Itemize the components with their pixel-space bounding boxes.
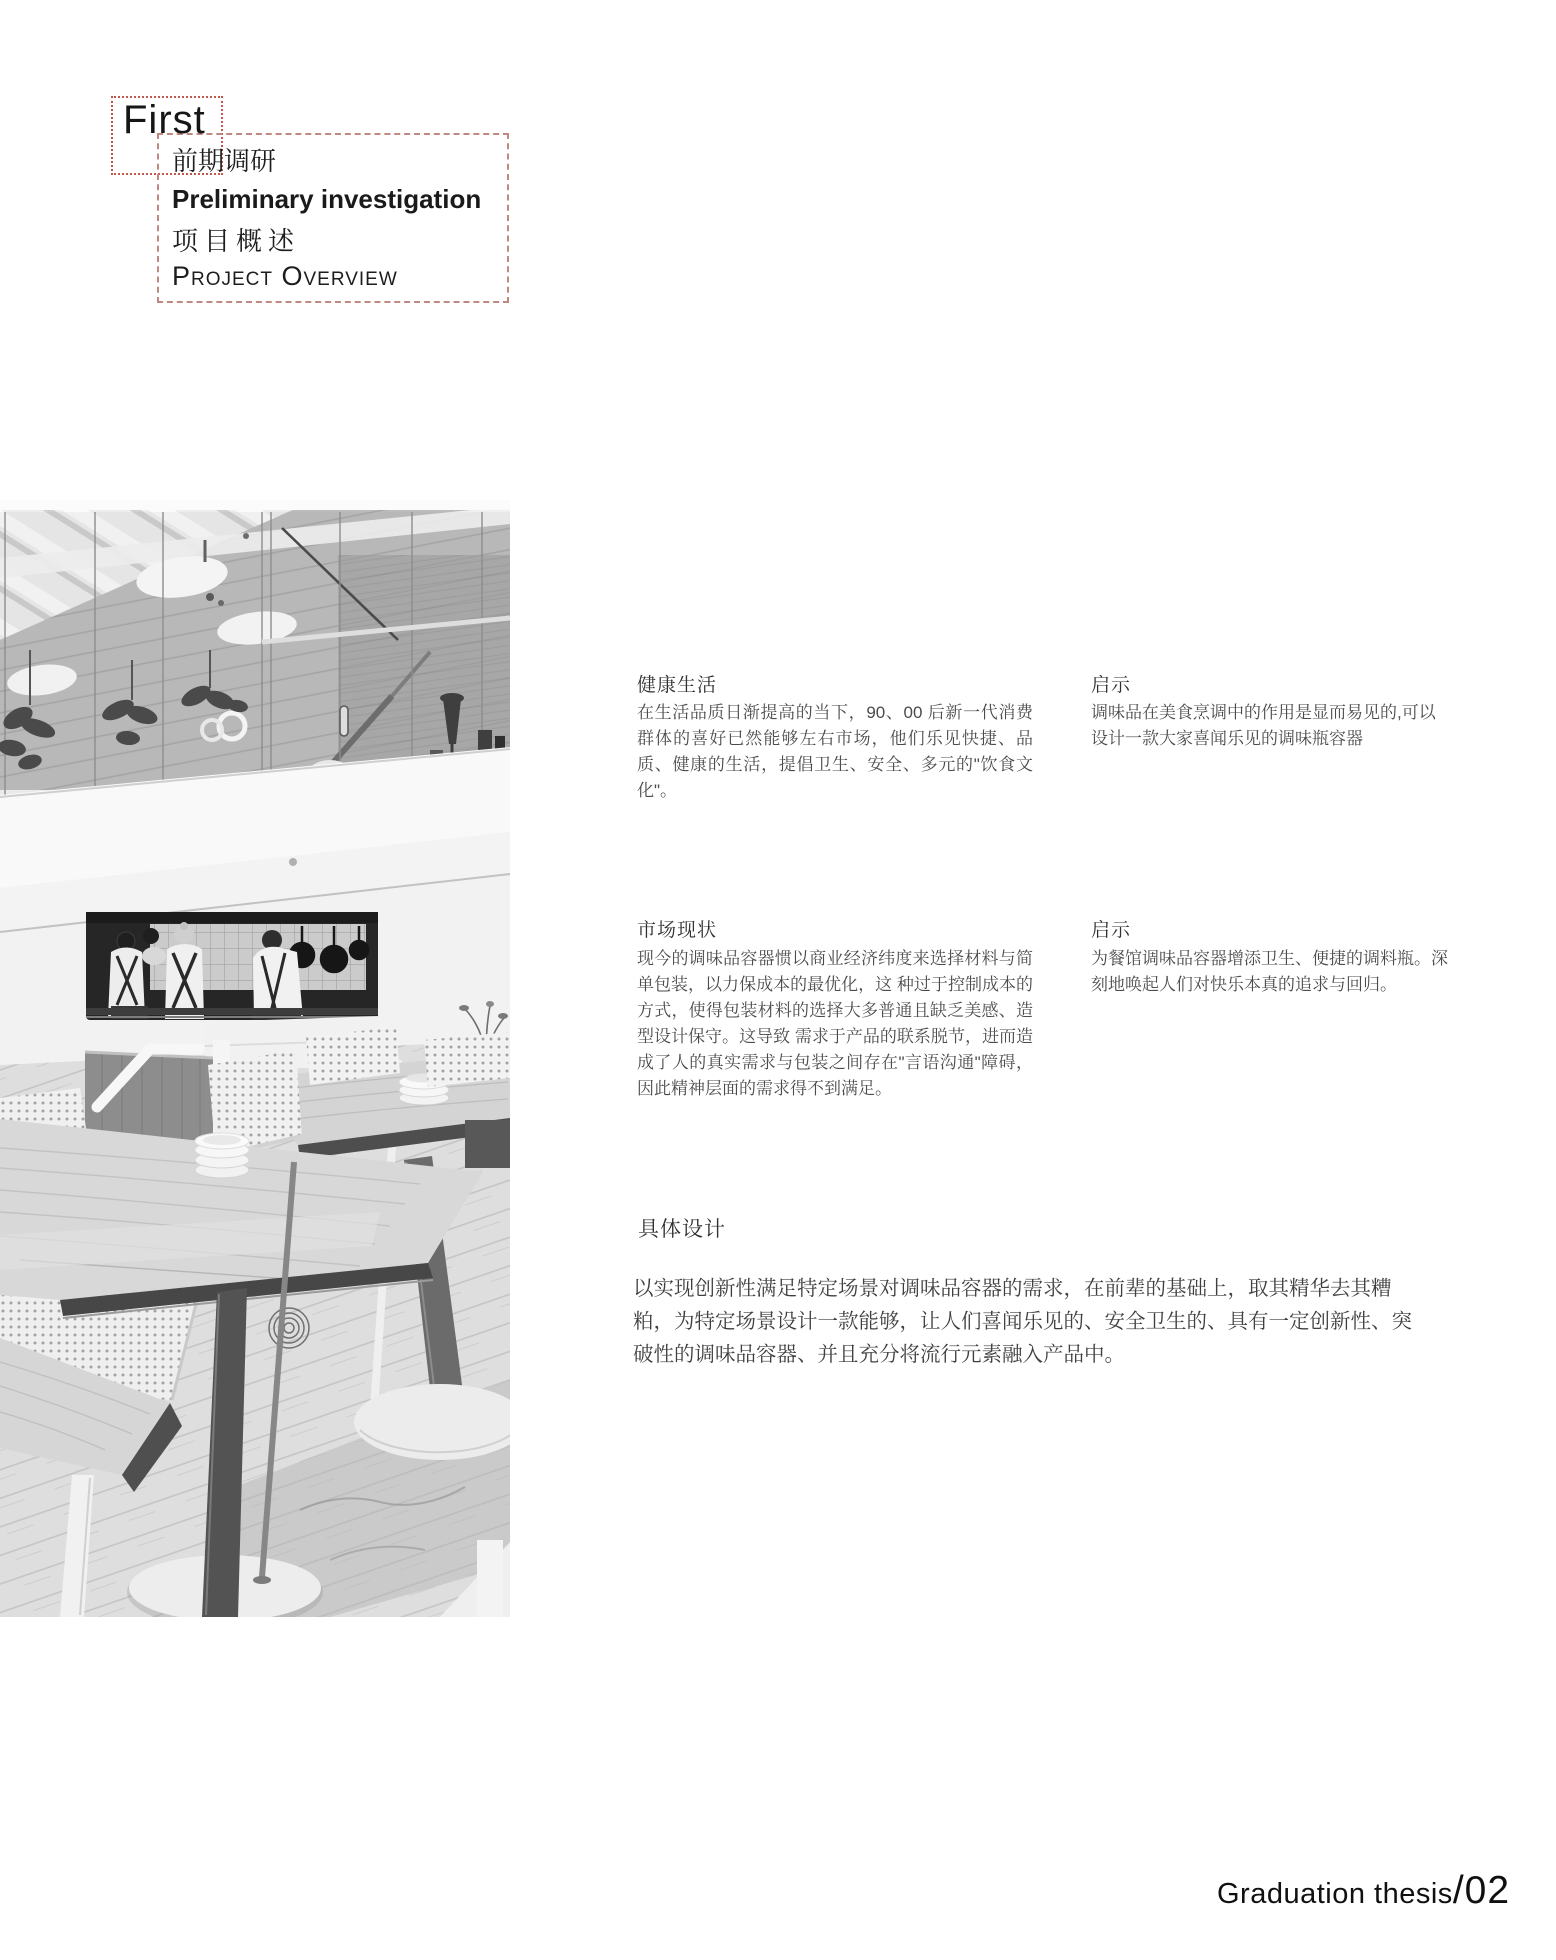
section-title-insight-2: 启示 [1091,920,1132,941]
section-body-healthy-living: 在生活品质日渐提高的当下，90、00 后新一代消费群体的喜好已然能够左右市场，他们乐见快捷、品质、健康的生活，提倡卫生、安全、多元的"饮食文化"。 [637,703,1033,800]
section-title-design: 具体设计 [638,1218,726,1241]
restaurant-interior-photo [0,500,510,1617]
section-title-insight-1: 启示 [1091,675,1132,696]
footer-label: Graduation thesis [1217,1878,1453,1910]
header-line-en-1: Preliminary investigation [172,184,482,214]
section-title-healthy-living: 健康生活 [637,675,718,696]
glass-door-handle [340,706,348,736]
header-line-zh-2: 项目概述 [172,226,301,256]
bowl-stack-main [195,1133,249,1178]
restaurant-photo-svg [0,500,510,1617]
page-footer [1217,1869,1510,1913]
kitchen-pass-window [86,912,378,1020]
section-body-market-status: 现今的调味品容器惯以商业经济纬度来选择材料与简单包装，以力保成本的最优化，这 种过于控制成本的方式，使得包装材料的选择大多普通且缺乏美感、造型设计保守。这导致 需求于产品的联系脱节，进而造成了人的真实需求与包装之间存在"言语沟通"障碍，因此精神层面的需求得不到满足。 [637,949,1033,1098]
section-body-insight-2: 为餐馆调味品容器增添卫生、便捷的调料瓶。深刻地唤起人们对快乐本真的追求与回归。 [1091,949,1448,994]
section-body-design: 以实现创新性满足特定场景对调味品容器的需求，在前辈的基础上，取其精华去其糟粕，为特定场景设计一款能够，让人们喜闻乐见的、安全卫生的、具有一定创新性、突破性的调味品容器、并且充分将流行元素融入产品中。 [633,1277,1412,1366]
chapter-label: First [123,98,206,142]
footer-page-number: /02 [1452,1869,1511,1912]
chair-back-right-2 [424,1032,510,1087]
section-body-insight-1: 调味品在美食烹调中的作用是显而易见的,可以设计一款大家喜闻乐见的调味瓶容器 [1091,703,1436,748]
section-title-market-status: 市场现状 [637,920,718,941]
header-line-zh-1: 前期调研 [172,146,277,176]
header-line-en-2: Project Overview [172,261,398,291]
